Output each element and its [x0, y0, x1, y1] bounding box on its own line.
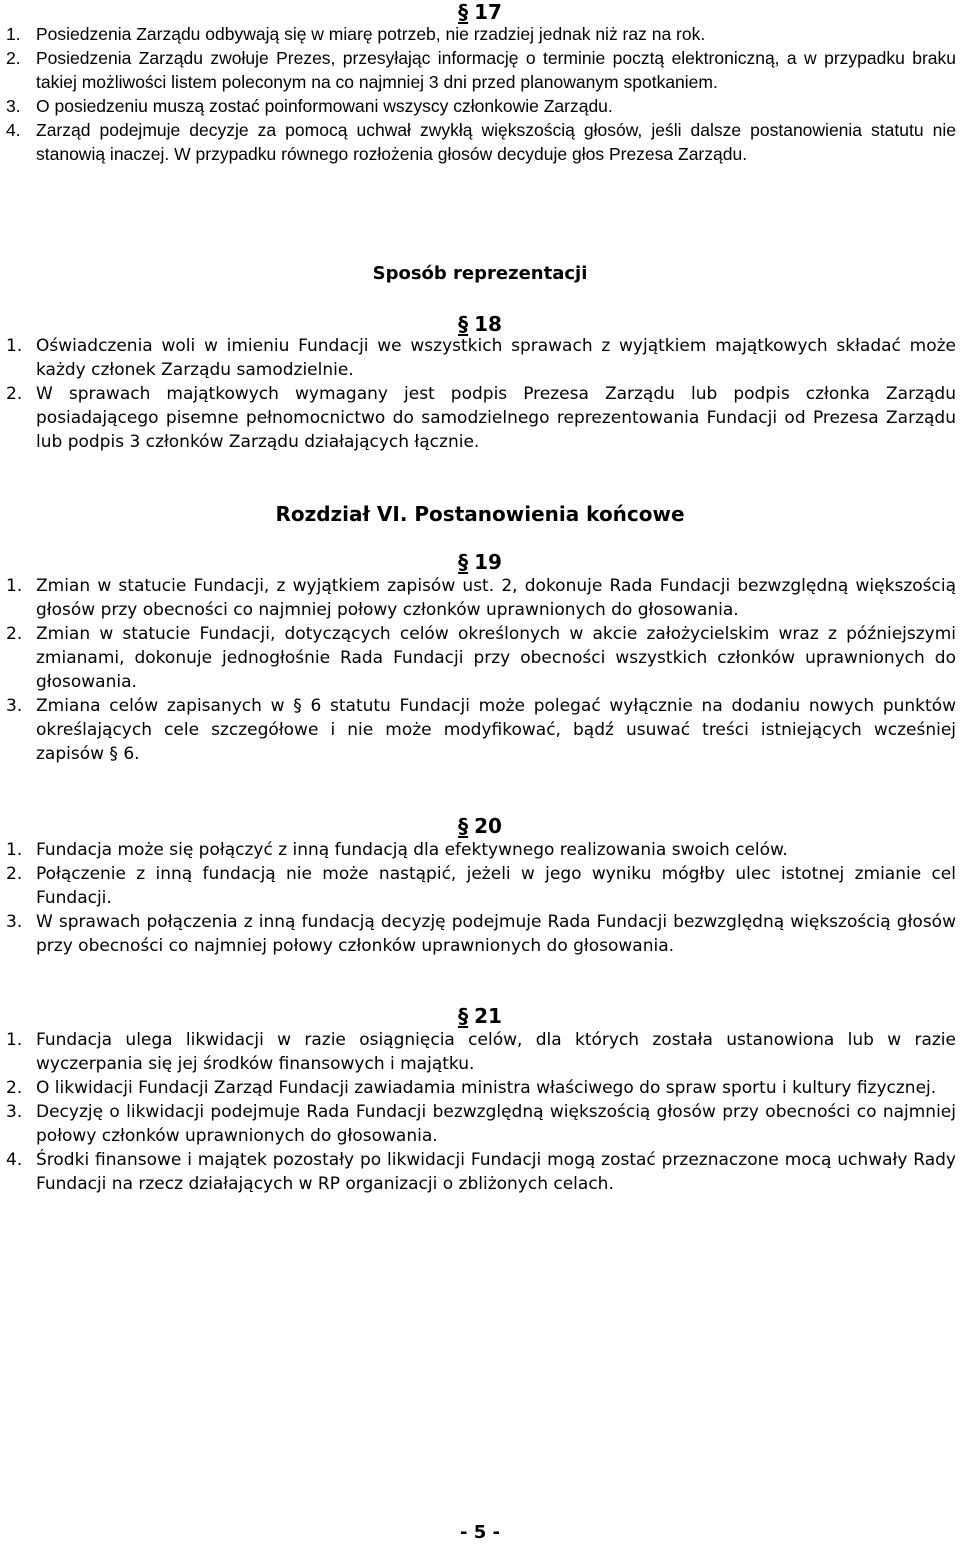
item-number: 1.	[6, 336, 23, 356]
item-text: Fundacja ulega likwidacji w razie osiągnięcia celów, dla których została ustanowiona lub w razie wyczerpania się jej środków finansowych i majątku.	[36, 1030, 956, 1074]
item-number: 2.	[6, 48, 21, 68]
list-item	[6, 622, 956, 694]
section-number: 20	[474, 814, 502, 838]
item-text: Zarząd podejmuje decyzje za pomocą uchwał zwykłą większością głosów, jeśli dalsze postanowienia statutu nie stanowią inaczej. W przypadku równego rozłożenia głosów decyduje głos Prezesa Zarządu.	[36, 120, 956, 164]
list-item	[6, 1076, 956, 1100]
item-text: Decyzję o likwidacji podejmuje Rada Fundacji bezwzględną większością głosów przy obecności co najmniej połowy członków uprawnionych do głosowania.	[36, 1102, 956, 1146]
section-21-list	[6, 1028, 956, 1196]
section-21-heading	[0, 1004, 960, 1028]
item-number: 3.	[6, 1102, 23, 1122]
item-number: 2.	[6, 1078, 23, 1098]
list-item	[6, 1100, 956, 1148]
item-number: 3.	[6, 912, 23, 932]
item-text: O posiedzeniu muszą zostać poinformowani wszyscy członkowie Zarządu.	[36, 96, 613, 116]
section-number: 21	[474, 1004, 502, 1028]
item-number: 1.	[6, 24, 21, 44]
section-symbol: §	[458, 814, 469, 838]
item-text: Zmian w statucie Fundacji, dotyczących celów określonych w akcie założycielskim wraz z późniejszymi zmianami, dokonuje jednogłośnie Rada Fundacji przy obecności wszystkich członków uprawnionych do głosowania.	[36, 624, 956, 692]
section-number: 19	[474, 550, 502, 574]
section-20-heading	[0, 814, 960, 838]
list-item	[6, 46, 956, 94]
section-17-list	[6, 22, 956, 166]
list-item	[6, 1028, 956, 1076]
section-17-heading	[0, 0, 960, 24]
list-item	[6, 334, 956, 382]
list-item	[6, 118, 956, 166]
section-19-list	[6, 574, 956, 766]
chapter-heading: Rozdział VI. Postanowienia końcowe	[275, 502, 685, 526]
section-18-heading	[0, 312, 960, 336]
item-number: 1.	[6, 576, 23, 596]
list-item	[6, 22, 956, 46]
representation-heading: Sposób reprezentacji	[372, 263, 588, 284]
item-text: Posiedzenia Zarządu zwołuje Prezes, przesyłając informację o terminie pocztą elektroniczną, a w przypadku braku takiej możliwości listem poleconym na co najmniej 3 dni przed planowanym spotkaniem.	[36, 48, 956, 92]
item-number: 4.	[6, 120, 21, 140]
section-symbol: §	[458, 312, 469, 336]
section-symbol: §	[458, 550, 469, 574]
item-number: 2.	[6, 384, 23, 404]
item-text: O likwidacji Fundacji Zarząd Fundacji zawiadamia ministra właściwego do spraw sportu i kultury fizycznej.	[36, 1078, 937, 1098]
section-19-heading	[0, 550, 960, 574]
list-item	[6, 1148, 956, 1196]
section-number: 18	[474, 312, 502, 336]
list-item	[6, 862, 956, 910]
item-text: Połączenie z inną fundacją nie może nastąpić, jeżeli w jego wyniku mógłby ulec istotnej zmianie cel Fundacji.	[36, 864, 956, 908]
item-number: 4.	[6, 1150, 23, 1170]
page-number: - 5 -	[460, 1522, 500, 1543]
item-text: Oświadczenia woli w imieniu Fundacji we wszystkich sprawach z wyjątkiem majątkowych składać może każdy członek Zarządu samodzielnie.	[36, 336, 956, 380]
item-number: 2.	[6, 624, 23, 644]
item-text: W sprawach majątkowych wymagany jest podpis Prezesa Zarządu lub podpis członka Zarządu posiadającego pisemne pełnomocnictwo do samodzielnego reprezentowania Fundacji od Prezesa Zarządu lub podpis 3 członków Zarządu działających łącznie.	[36, 384, 956, 452]
section-symbol: §	[458, 0, 469, 24]
section-number: 17	[474, 0, 502, 24]
item-text: Środki finansowe i majątek pozostały po likwidacji Fundacji mogą zostać przeznaczone mocą uchwały Rady Fundacji na rzecz działających w RP organizacji o zbliżonych celach.	[36, 1150, 956, 1194]
list-item	[6, 94, 956, 118]
item-number: 2.	[6, 864, 23, 884]
item-number: 3.	[6, 696, 23, 716]
item-number: 1.	[6, 840, 23, 860]
section-18-list	[6, 334, 956, 454]
item-number: 3.	[6, 96, 21, 116]
item-text: Zmiana celów zapisanych w § 6 statutu Fundacji może polegać wyłącznie na dodaniu nowych punktów określających cele szczegółowe i nie może modyfikować, bądź usuwać treści istniejących wcześniej zapisów § 6.	[36, 696, 956, 764]
list-item	[6, 838, 956, 862]
item-text: Fundacja może się połączyć z inną fundacją dla efektywnego realizowania swoich celów.	[36, 840, 788, 860]
list-item	[6, 694, 956, 766]
item-text: W sprawach połączenia z inną fundacją decyzję podejmuje Rada Fundacji bezwzględną większością głosów przy obecności co najmniej połowy członków uprawnionych do głosowania.	[36, 912, 956, 956]
list-item	[6, 910, 956, 958]
section-symbol: §	[458, 1004, 469, 1028]
item-text: Posiedzenia Zarządu odbywają się w miarę potrzeb, nie rzadziej jednak niż raz na rok.	[36, 24, 706, 44]
section-20-list	[6, 838, 956, 958]
list-item	[6, 574, 956, 622]
item-number: 1.	[6, 1030, 23, 1050]
list-item	[6, 382, 956, 454]
item-text: Zmian w statucie Fundacji, z wyjątkiem zapisów ust. 2, dokonuje Rada Fundacji bezwzględną większością głosów przy obecności co najmniej połowy członków uprawnionych do głosowania.	[36, 576, 956, 620]
